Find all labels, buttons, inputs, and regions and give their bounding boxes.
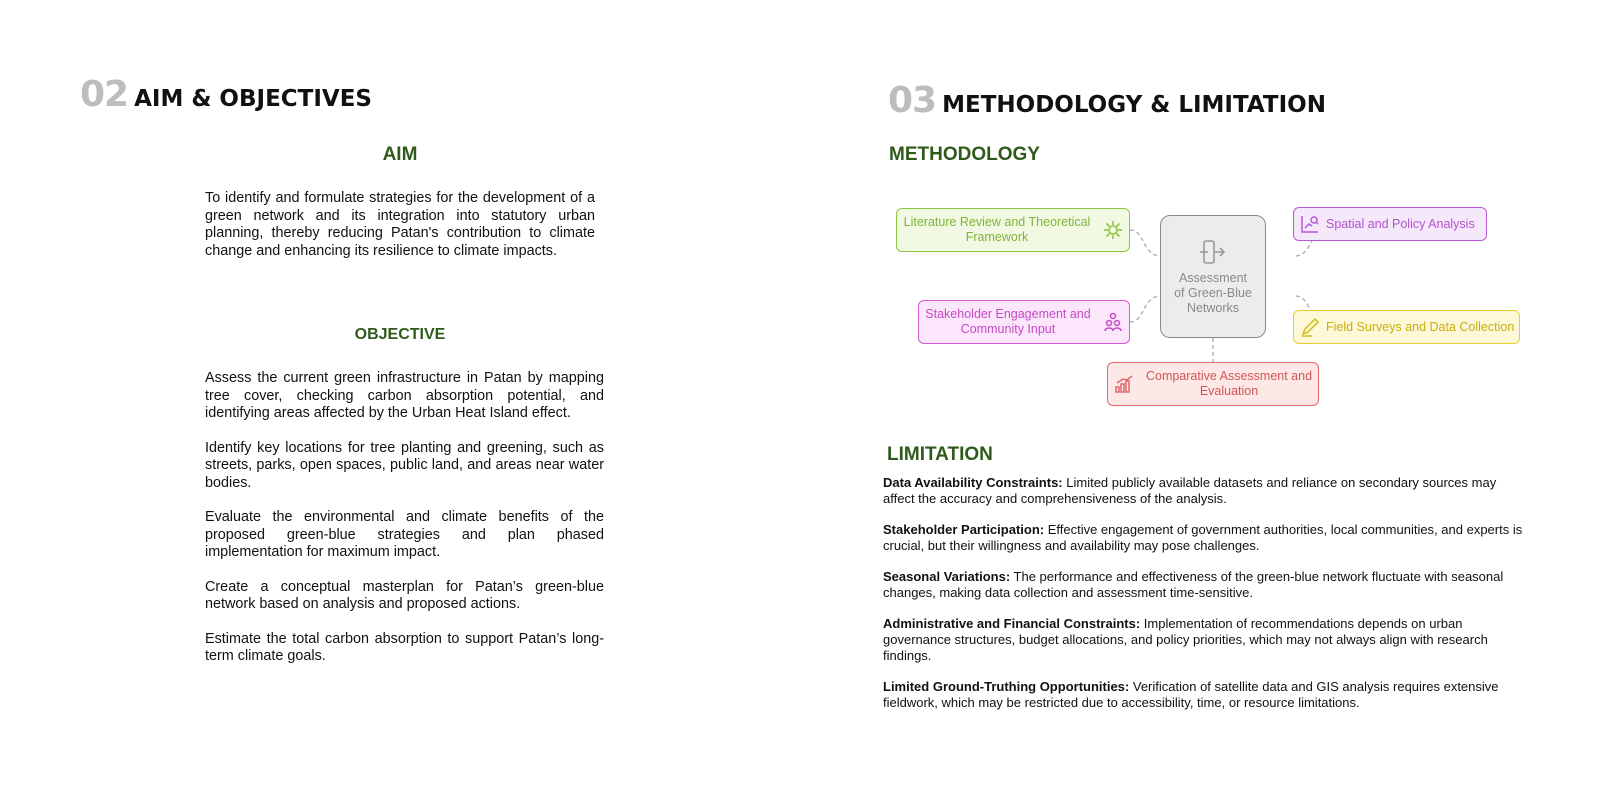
- limitation-title: Stakeholder Participation:: [883, 522, 1045, 537]
- section-number: 02: [80, 74, 129, 115]
- gear-icon: [1103, 220, 1123, 240]
- center-node: [1160, 215, 1266, 338]
- objective-item: Identify key locations for tree planting and greening, such as streets, parks, open spaces, public land, and areas near water bodies.: [205, 439, 604, 491]
- section-header-methodology: [888, 80, 1326, 121]
- limitation-list: [883, 475, 1523, 726]
- connector-literature: [1130, 230, 1160, 256]
- bar-chart-icon: [1114, 374, 1134, 394]
- limitation-text: Verification of satellite data and GIS analysis requires extensive fieldwork, which may be restricted due to accessibility, time, or resource limitations.: [883, 679, 1499, 710]
- objective-item: Evaluate the environmental and climate benefits of the proposed green-blue strategies and plan phased implementation for maximum impact.: [205, 509, 604, 560]
- node-spatial-policy: [1293, 207, 1487, 241]
- limitation-text: The performance and effectiveness of the green-blue network fluctuate with seasonal changes, making data collection and assessment time-sensitive.: [883, 569, 1504, 600]
- section-title: METHODOLOGY & LIMITATION: [942, 92, 1326, 118]
- limitation-title: Seasonal Variations:: [883, 569, 1011, 584]
- section-header-aim: [80, 74, 372, 115]
- node-spatial-label: Spatial and Policy Analysis: [1326, 216, 1475, 231]
- limitation-item: [883, 522, 1523, 554]
- aim-text: To identify and formulate strategies for the development of a green network and its integration into statutory urban planning, thereby reducing Patan's contribution to climate change and enhancing its resilience to climate impacts.: [205, 190, 595, 259]
- pencil-check-icon: [1300, 317, 1320, 337]
- methodology-diagram: [880, 200, 1530, 420]
- chart-search-icon: [1300, 214, 1320, 234]
- objective-heading: OBJECTIVE: [354, 326, 446, 343]
- people-icon: [1103, 312, 1123, 332]
- limitation-title: Data Availability Constraints:: [883, 475, 1063, 490]
- objective-item: Assess the current green infrastructure in Patan by mapping tree cover, checking carbon absorption potential, and identifying areas affected by the Urban Heat Island effect.: [205, 370, 604, 421]
- node-literature-review: [896, 208, 1130, 252]
- aim-heading: AIM: [382, 144, 418, 165]
- node-field-surveys: [1293, 310, 1520, 344]
- objective-list: [205, 370, 604, 683]
- limitation-item: [883, 679, 1523, 711]
- limitation-item: [883, 616, 1523, 664]
- limitation-text: Implementation of recommendations depends on urban governance structures, budget allocations, and policy priorities, which may not always align with research findings.: [883, 616, 1488, 663]
- objective-item: Estimate the total carbon absorption to support Patan’s long-term climate goals.: [205, 630, 604, 664]
- limitation-item: [883, 475, 1523, 507]
- node-field-label: Field Surveys and Data Collection: [1326, 319, 1515, 334]
- section-number: 03: [888, 80, 937, 121]
- limitation-text: Effective engagement of government authorities, local communities, and experts is crucial, but their willingness and availability may pose challenges.: [883, 522, 1523, 553]
- methodology-heading: METHODOLOGY: [889, 144, 1040, 165]
- limitation-heading: LIMITATION: [887, 444, 993, 465]
- flow-icon: [1198, 237, 1228, 267]
- center-node-label: Assessment of Green-Blue Networks: [1174, 271, 1252, 315]
- node-comparative-label: Comparative Assessment and Evaluation: [1145, 369, 1313, 398]
- limitation-item: [883, 569, 1523, 601]
- limitation-title: Limited Ground-Truthing Opportunities:: [883, 679, 1130, 694]
- section-title: AIM & OBJECTIVES: [134, 86, 372, 112]
- node-stakeholder-label: Stakeholder Engagement and Community Input: [925, 307, 1091, 336]
- limitation-text: Limited publicly available datasets and reliance on secondary sources may affect the accuracy and comprehensiveness of the analysis.: [883, 475, 1497, 506]
- limitation-title: Administrative and Financial Constraints:: [883, 616, 1141, 631]
- objective-item: Create a conceptual masterplan for Patan’s green-blue network based on analysis and proposed actions.: [205, 578, 604, 612]
- connector-stakeholder: [1130, 296, 1160, 322]
- node-literature-label: Literature Review and Theoretical Framework: [903, 215, 1091, 244]
- node-comparative-assessment: [1107, 362, 1319, 406]
- node-stakeholder-engagement: [918, 300, 1130, 344]
